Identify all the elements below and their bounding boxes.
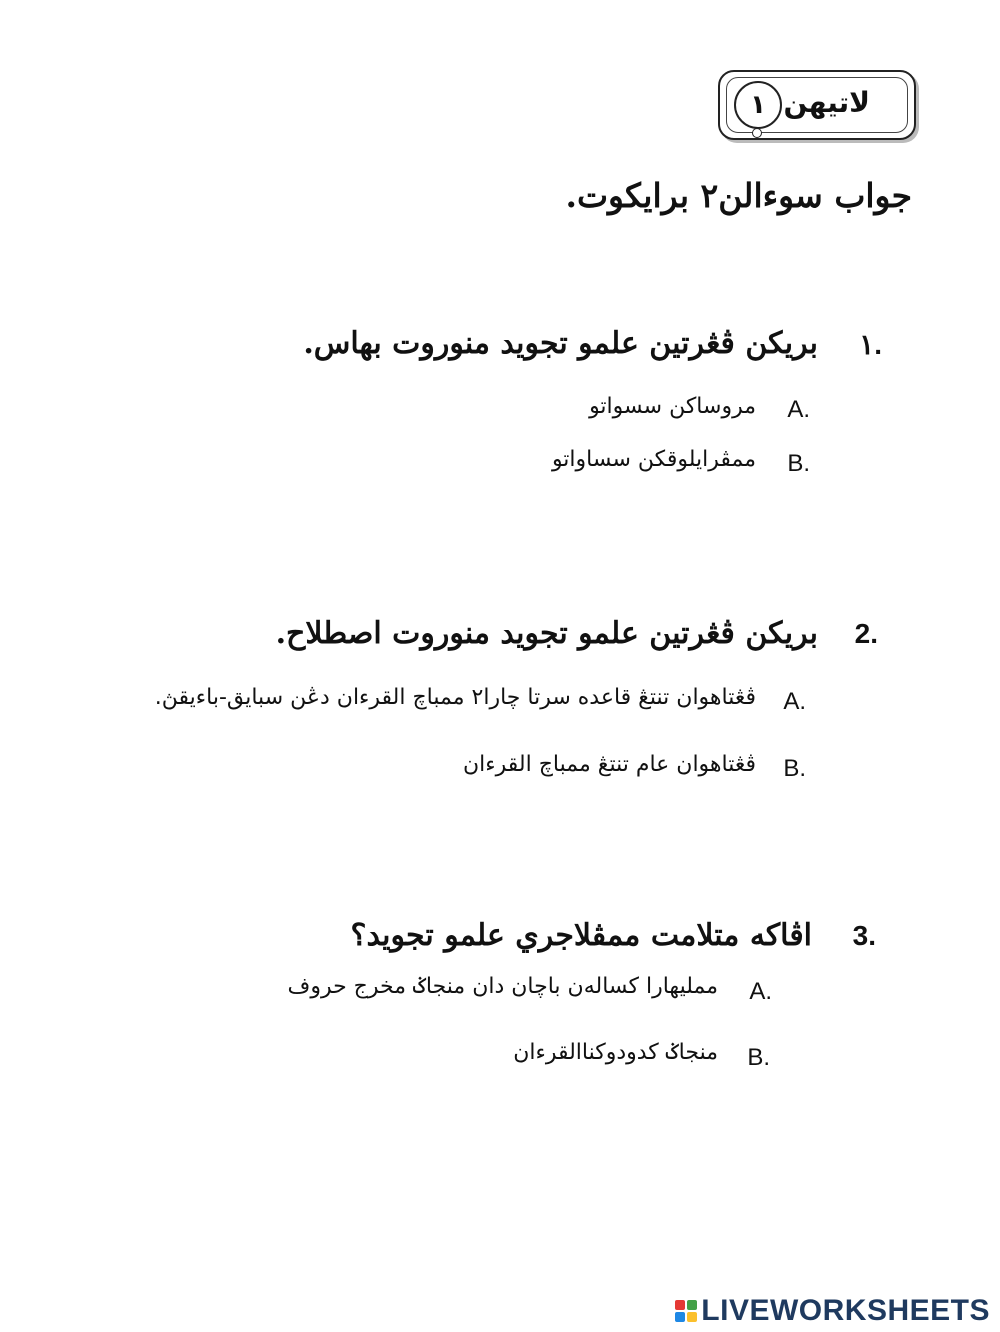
option-text: ممليهارا كساله‌ن باچان دان منجاݢ مخرج حروف (287, 974, 718, 999)
option-text: ڤڠتاهوان تنتڠ قاعده سرتا چارا٢ ممباچ القرءان دڠن سبايق-باءيقڽ. (154, 685, 756, 710)
question-text: بريكن ڤڠرتين علمو تجويد منوروت اصطلاح. (275, 616, 818, 651)
option-letter: B. (747, 1044, 770, 1071)
option-letter: B. (787, 450, 810, 477)
option-text: مروساكن سسواتو (589, 394, 756, 419)
exercise-number-badge: ١ (734, 81, 782, 129)
option-letter: B. (783, 755, 806, 782)
option-letter: A. (787, 396, 810, 423)
question-number: 2. (854, 618, 878, 649)
option-letter: A. (783, 688, 806, 715)
liveworksheets-logo-icon (675, 1300, 697, 1322)
option-text: ممڤرايلوقكن سساواتو (551, 447, 756, 472)
exercise-header-box (718, 70, 916, 140)
option-text: ڤڠتاهوان عام تنتڠ ممباچ القرءان (463, 752, 756, 777)
decorative-dot-icon (752, 128, 762, 138)
instruction-text: جواب سوءالن٢ برايكوت. (565, 176, 912, 215)
question-number: ١. (859, 329, 882, 360)
question-text: بريكن ڤڠرتين علمو تجويد منوروت بهاس. (303, 326, 818, 361)
exercise-title: لاتيهن (783, 86, 870, 119)
question-text: اڤاكه متلامت ممڤلاجري علمو تجويد؟ (350, 918, 812, 953)
brand-name: LIVEWORKSHEETS (701, 1294, 990, 1327)
liveworksheets-footer[interactable] (675, 1294, 990, 1328)
question-number: 3. (852, 920, 876, 951)
option-letter: A. (749, 978, 772, 1005)
option-text: منجاݢ كدودوكناالقرءان (513, 1040, 718, 1065)
